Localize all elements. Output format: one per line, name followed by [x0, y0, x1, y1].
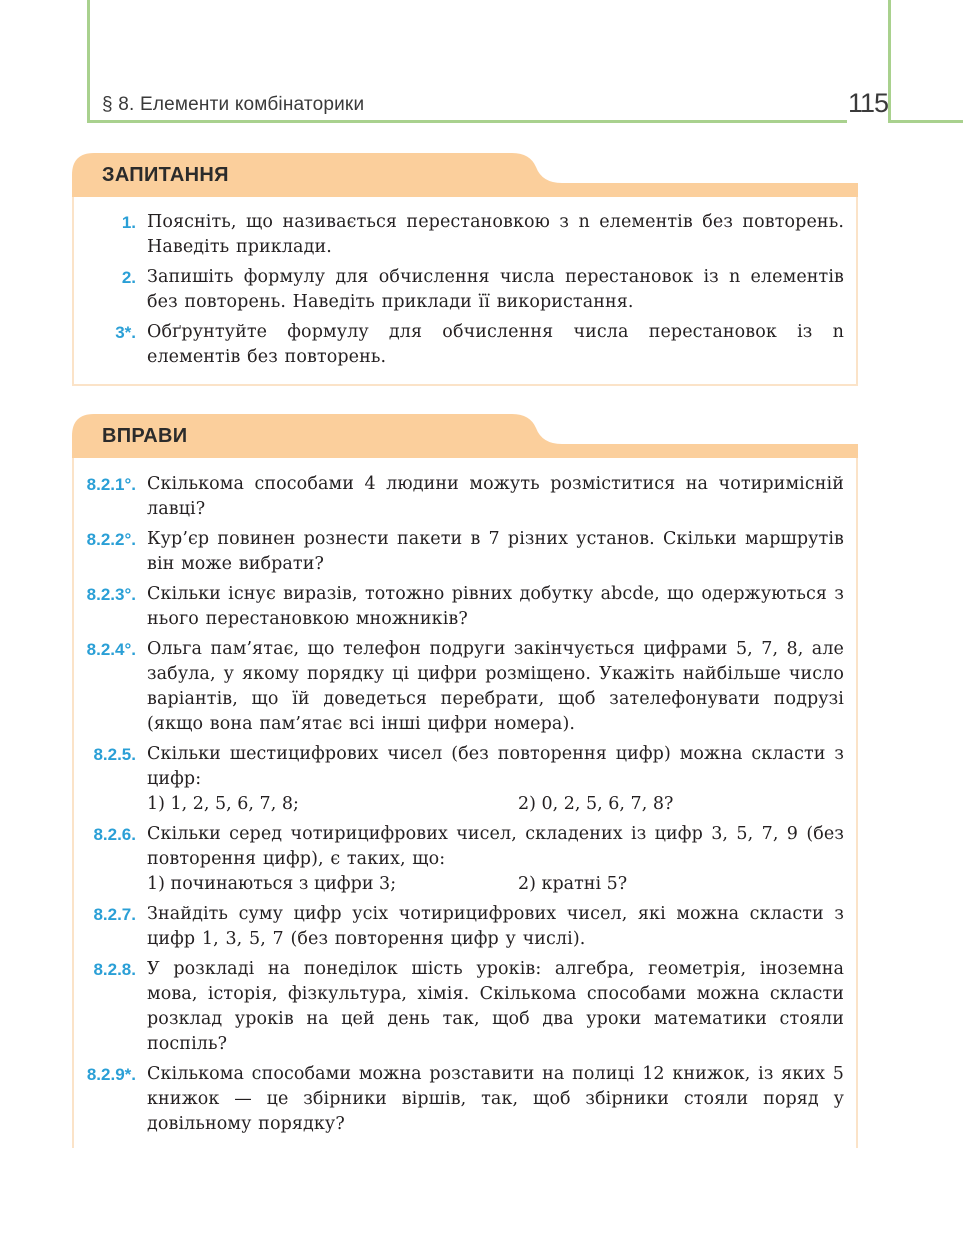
exercises-item-options [147, 872, 844, 897]
exercises-item-number: 8.2.1°. [86, 475, 136, 494]
page-frame-tab-line [888, 120, 963, 123]
exercises-header-shape [72, 414, 858, 458]
questions-item [0, 210, 963, 260]
exercises-item-number: 8.2.6. [93, 825, 136, 844]
exercises-item [0, 472, 963, 522]
exercises-item [0, 902, 963, 952]
exercises-item-options [147, 792, 844, 817]
exercises-item-text: Скільки серед чотирицифрових чисел, складених із цифр 3, 5, 7, 9 (без повторення цифр), є таких, що: [147, 824, 844, 869]
exercises-item-number: 8.2.7. [93, 905, 136, 924]
exercises-item-number: 8.2.8. [93, 960, 136, 979]
questions-item-text: Запишіть формулу для обчислення числа перестановок із n елементів без повторень. Наведіть приклади її використання. [147, 267, 844, 312]
exercises-item-option-2: 2) кратні 5? [518, 874, 628, 894]
exercises-item [0, 1062, 963, 1137]
exercises-item-text: Скількома способами 4 людини можуть розміститися на чотиримісній лавці? [147, 474, 844, 519]
page-frame-bottom-line [87, 120, 847, 123]
exercises-item-number: 8.2.4°. [86, 640, 136, 659]
exercises-header [72, 414, 858, 458]
questions-item [0, 265, 963, 315]
exercises-item [0, 957, 963, 1057]
exercises-item [0, 527, 963, 577]
exercises-item-text: Скільки існує виразів, тотожно рівних добутку abcde, що одержуються з нього перестановкою множників? [147, 584, 844, 629]
exercises-item-text: Скільки шестицифрових чисел (без повторення цифр) можна скласти з цифр: [147, 744, 844, 789]
exercises-item-text: Скількома способами можна розставити на полиці 12 книжок, із яких 5 книжок — це збірники віршів, так, щоб збірники стояли поряд у довільному порядку? [147, 1064, 844, 1134]
exercises-item-text: Кур’єр повинен рознести пакети в 7 різних установ. Скільки маршрутів він може вибрати? [147, 529, 844, 574]
exercises-item-option-2: 2) 0, 2, 5, 6, 7, 8? [518, 794, 674, 814]
running-head: § 8. Елементи комбінаторики [102, 94, 365, 115]
exercises-item-text: Знайдіть суму цифр усіх чотирицифрових чисел, які можна скласти з цифр 1, 3, 5, 7 (без повторення цифр у числі). [147, 904, 844, 949]
questions-item-text: Обґрунтуйте формулу для обчислення числа перестановок із n елементів без повторень. [147, 322, 844, 367]
exercises-title: ВПРАВИ [102, 425, 188, 447]
exercises-list [0, 472, 963, 1142]
exercises-item [0, 582, 963, 632]
exercises-item-text: У розкладі на понеділок шість уроків: алгебра, геометрія, іноземна мова, історія, фізкультура, хімія. Скількома способами можна скласти розклад уроків на цей день так, щоб два уроки математики стояли поспіль? [147, 959, 844, 1054]
exercises-item [0, 822, 963, 897]
exercises-item [0, 742, 963, 817]
page-frame-right-line [888, 0, 891, 122]
page-frame-left-line [87, 0, 90, 120]
exercises-item-number: 8.2.2°. [86, 530, 136, 549]
exercises-item-option-1: 1) починаються з цифри 3; [147, 874, 397, 894]
questions-item-number: 3*. [115, 323, 136, 342]
questions-item [0, 320, 963, 370]
questions-list [0, 210, 963, 375]
exercises-item-text: Ольга пам’ятає, що телефон подруги закінчується цифрами 5, 7, 8, але забула, у якому порядку ці цифри розміщено. Укажіть найбільше число варіантів, що їй доведеться перебрати, щоб зателефонувати подрузі (якщо вона пам’ятає всі інші цифри номера). [147, 639, 844, 734]
exercises-item-number: 8.2.9*. [86, 1065, 136, 1084]
questions-item-number: 1. [121, 213, 136, 232]
questions-item-text: Поясніть, що називається перестановкою з n елементів без повторень. Наведіть приклади. [147, 212, 844, 257]
exercises-item-option-1: 1) 1, 2, 5, 6, 7, 8; [147, 794, 299, 814]
exercises-item-number: 8.2.5. [93, 745, 136, 764]
questions-item-number: 2. [121, 268, 136, 287]
questions-title: ЗАПИТАННЯ [102, 164, 229, 186]
page-number: 115 [848, 88, 889, 118]
questions-header [72, 153, 858, 197]
exercises-item [0, 637, 963, 737]
exercises-item-number: 8.2.3°. [86, 585, 136, 604]
